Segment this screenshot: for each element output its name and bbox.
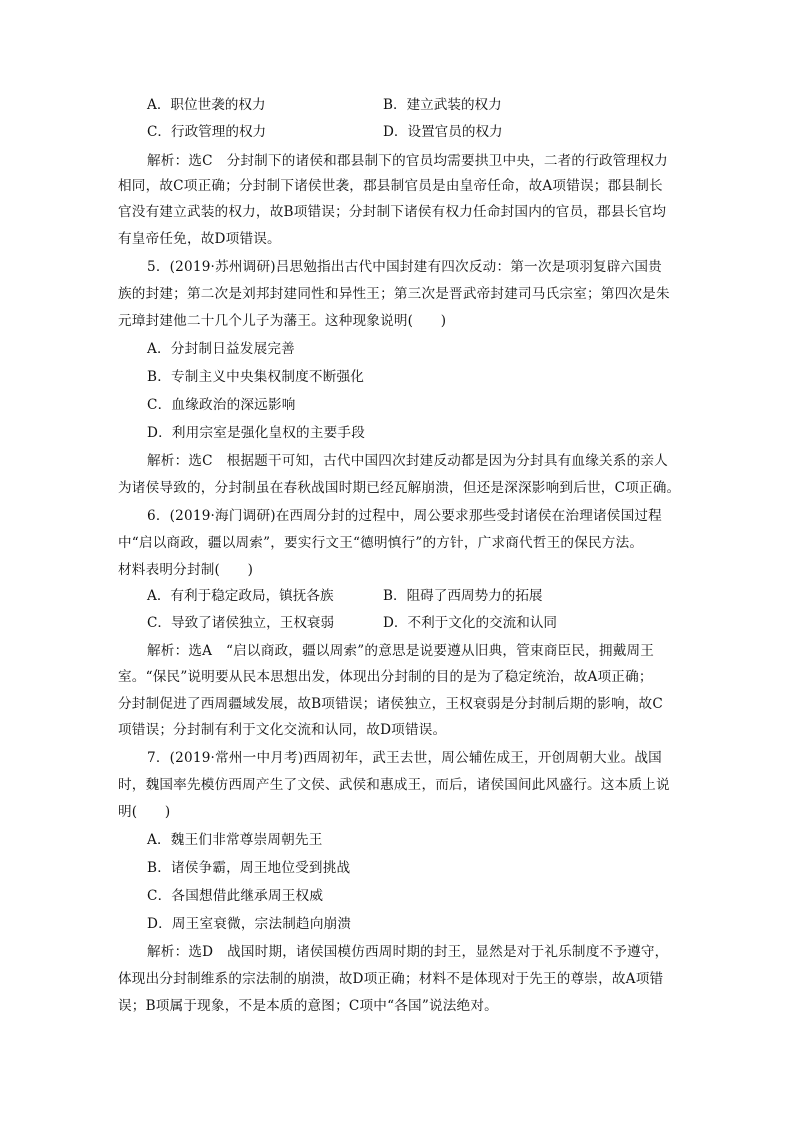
q5-stem-line: 元璋封建他二十几个儿子为藩王。这种现象说明( ) (118, 313, 447, 329)
q7-option-b[interactable]: B．诸侯争霸，周王地位受到挑战 (147, 860, 351, 876)
q5-stem-line: 5．(2019·苏州调研)吕思勉指出古代中国封建有四次反动：第一次是项羽复辟六国贵 (147, 259, 662, 275)
q6-analysis-line: 室。“保民”说明要从民本思想出发，体现出分封制的目的是为了稳定统治，故A项正确； (118, 669, 653, 685)
q4-option-d[interactable]: D．设置官员的权力 (383, 124, 503, 140)
q5-option-b[interactable]: B．专制主义中央集权制度不断强化 (147, 369, 365, 385)
q7-analysis-line: 解析：选D 战国时期，诸侯国模仿西周时期的封王，显然是对于礼乐制度不予遵守， (147, 944, 669, 960)
q6-option-c[interactable]: C．导致了诸侯独立，王权衰弱 (147, 615, 335, 631)
q4-analysis-line: 解析：选C 分封制下的诸侯和郡县制下的官员均需要拱卫中央，二者的行政管理权力 (147, 153, 668, 169)
q4-options-row-1 (147, 96, 687, 114)
q7-analysis-line: 误；B项属于现象，不是本质的意图；C项中“各国”说法绝对。 (118, 998, 498, 1014)
q6-option-b[interactable]: B．阻碍了西周势力的拓展 (383, 588, 543, 604)
q4-option-a[interactable]: A．职位世袭的权力 (147, 97, 266, 113)
q4-options-row-2 (147, 123, 687, 141)
q6-option-d[interactable]: D．不利于文化的交流和认同 (383, 615, 558, 631)
q5-option-d[interactable]: D．利用宗室是强化皇权的主要手段 (147, 425, 366, 441)
q5-option-c[interactable]: C．血缘政治的深远影响 (147, 397, 296, 413)
q6-analysis-line: 解析：选A “启以商政，疆以周索”的意思是说要遵从旧典，管束商臣民，拥戴周王 (147, 643, 655, 659)
q5-stem-line: 族的封建；第二次是刘邦封建同性和异性王；第三次是晋武帝封建司马氏宗室；第四次是朱 (118, 286, 670, 302)
q7-option-d[interactable]: D．周王室衰微，宗法制趋向崩溃 (147, 916, 352, 932)
q4-option-b[interactable]: B．建立武装的权力 (383, 97, 502, 113)
q7-stem-line: 7．(2019·常州一中月考)西周初年，武王去世，周公辅佐成王，开创周朝大业。战国 (147, 750, 662, 766)
q5-analysis-line: 为诸侯导致的，分封制虽在春秋战国时期已经瓦解崩溃，但还是深深影响到后世，C项正确。 (118, 480, 681, 496)
q7-stem-line: 明( ) (118, 804, 171, 820)
q6-options-row-1 (147, 587, 687, 605)
q6-stem-line: 6．(2019·海门调研)在西周分封的过程中，周公要求那些受封诸侯在治理诸侯国过程 (147, 508, 662, 524)
q7-option-c[interactable]: C．各国想借此继承周王权威 (147, 888, 324, 904)
q6-analysis-line: 项错误；分封制有利于文化交流和认同，故D项错误。 (118, 722, 447, 738)
q6-stem-line: 中“启以商政，疆以周索”，要实行文王“德明慎行”的方针，广求商代哲王的保民方法。 (118, 535, 644, 551)
q6-option-a[interactable]: A．有利于稳定政局，镇抚各族 (147, 588, 334, 604)
q6-options-row-2 (147, 614, 687, 632)
q6-stem-line: 材料表明分封制( ) (118, 562, 254, 578)
q4-option-c[interactable]: C．行政管理的权力 (147, 124, 267, 140)
q7-stem-line: 时，魏国率先模仿西周产生了文侯、武侯和惠成王，而后，诸侯国间此风盛行。这本质上说 (118, 777, 670, 793)
q6-analysis-line: 分封制促进了西周疆域发展，故B项错误；诸侯独立，王权衰弱是分封制后期的影响，故C (118, 696, 663, 712)
q7-analysis-line: 体现出分封制维系的宗法制的崩溃，故D项正确；材料不是体现对于先王的尊崇，故A项错 (118, 971, 664, 987)
q4-analysis-line: 相同，故C项正确；分封制下诸侯世袭，郡县制官员是由皇帝任命，故A项错误；郡县制长 (118, 178, 663, 194)
q4-analysis-line: 有皇帝任免，故D项错误。 (118, 231, 281, 247)
q5-option-a[interactable]: A．分封制日益发展完善 (147, 341, 295, 357)
q4-analysis-line: 官没有建立武装的权力，故B项错误；分封制下诸侯有权力任命封国内的官员，郡县长官均 (118, 204, 667, 220)
q5-analysis-line: 解析：选C 根据题干可知，古代中国四次封建反动都是因为分封具有血缘关系的亲人 (147, 453, 668, 469)
q7-option-a[interactable]: A．魏王们非常尊崇周朝先王 (147, 832, 323, 848)
